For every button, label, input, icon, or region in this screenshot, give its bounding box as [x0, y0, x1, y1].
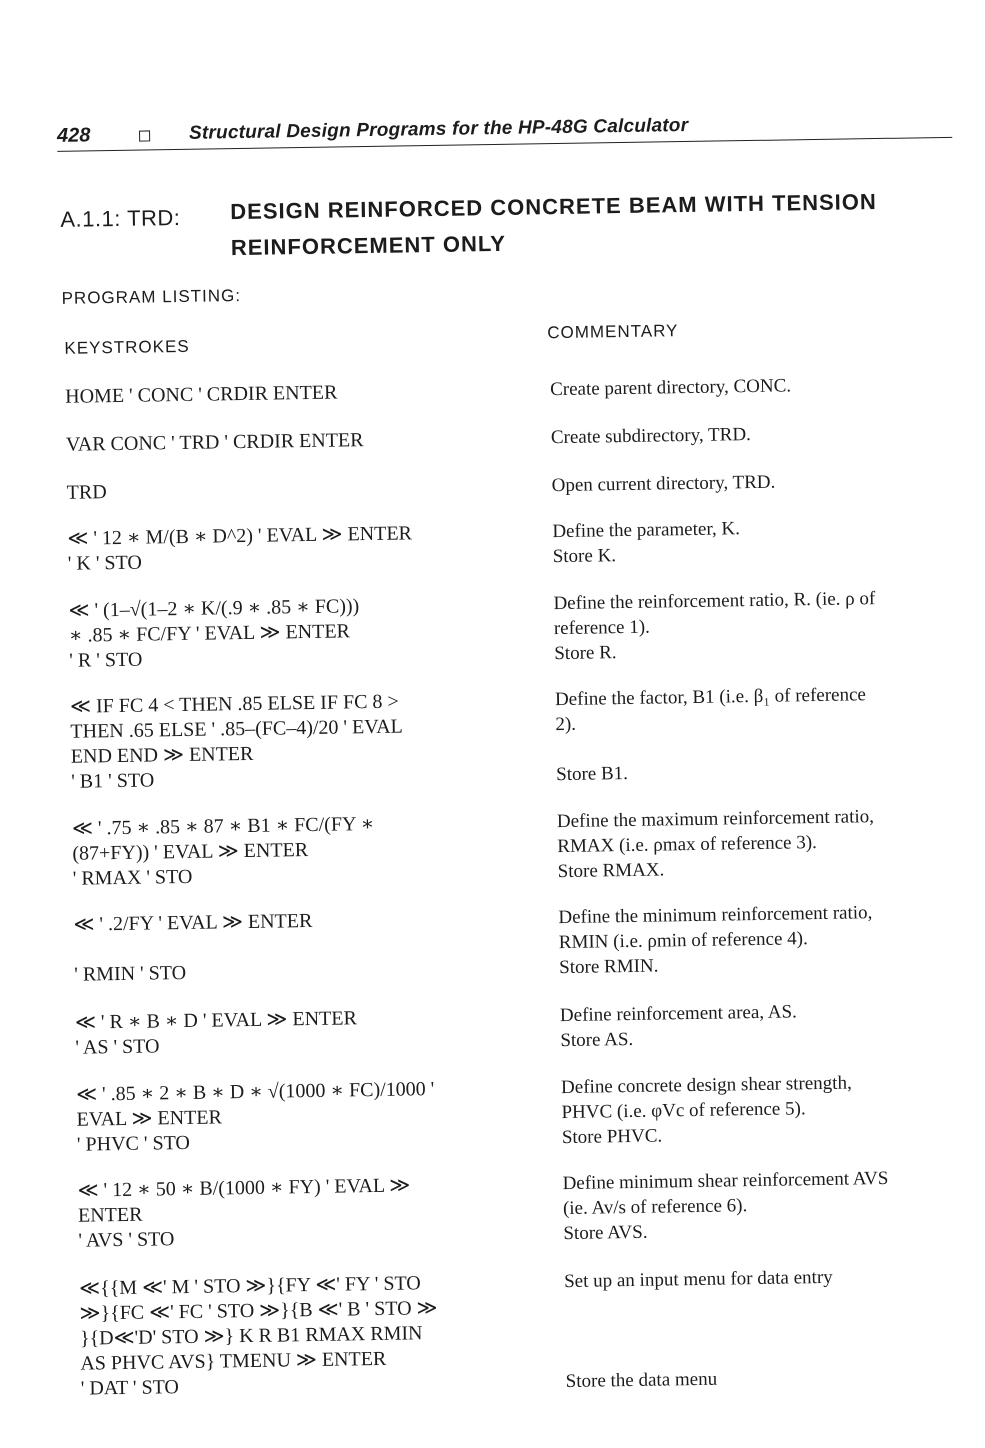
commentary-cell [551, 467, 966, 499]
keystroke-line: ≪ ' 12 ∗ 50 ∗ B/(1000 ∗ FY) ' EVAL ≫ [77, 1174, 411, 1202]
commentary-line: RMAX (i.e. ρmax of reference 3). [557, 832, 817, 858]
listing-row [9, 1262, 985, 1400]
keystroke-line: ' AVS ' STO [78, 1228, 175, 1252]
commentary-line: 2). [555, 713, 577, 736]
section-title-line: DESIGN REINFORCED CONCRETE BEAM WITH TENSION [230, 189, 877, 225]
commentary-line: (ie. Av/s of reference 6). [562, 1195, 748, 1220]
commentary-line: Store RMAX. [557, 859, 665, 883]
commentary-cell [550, 371, 965, 403]
commentary-line: Define reinforcement area, AS. [559, 1001, 797, 1027]
keystroke-line: ≪{{M ≪' M ' STO ≫}{FY ≪' FY ' STO [79, 1272, 421, 1300]
page-number: 428 [56, 124, 91, 147]
keystroke-line: (87+FY)) ' EVAL ≫ ENTER [72, 839, 309, 865]
commentary-cell [555, 681, 972, 788]
keystroke-line: ∗ .85 ∗ FC/FY ' EVAL ≫ ENTER [68, 620, 351, 647]
commentary-line: Store B1. [556, 763, 629, 786]
keystroke-line: ' DAT ' STO [80, 1376, 180, 1400]
commentary-cell [564, 1263, 981, 1395]
program-listing-label: PROGRAM LISTING: [61, 286, 242, 308]
keystroke-cell [77, 1172, 523, 1254]
listing-row [0, 512, 982, 575]
keystroke-line: ≪ ' .85 ∗ 2 ∗ B ∗ D ∗ √(1000 ∗ FC)/1000 ' [75, 1078, 435, 1106]
commentary-cell [553, 585, 969, 667]
listing-row [0, 584, 983, 672]
keystroke-line: ≪ IF FC 4 < THEN .85 ELSE IF FC 8 > [69, 690, 399, 718]
keystroke-line: ' R ' STO [69, 648, 143, 672]
keystroke-line: ENTER [77, 1203, 143, 1227]
commentary-line: Define concrete design shear strength, [560, 1072, 852, 1099]
listing-row [2, 802, 985, 890]
keystroke-line: ' RMIN ' STO [74, 961, 187, 986]
keystroke-line: ≪ ' .75 ∗ .85 ∗ 87 ∗ B1 ∗ FC/(FY ∗ [71, 812, 375, 840]
keystroke-cell [67, 520, 513, 577]
commentary-line: Define minimum shear reinforcement AVS [562, 1167, 889, 1195]
commentary-line: Store R. [554, 642, 617, 665]
keystroke-line: VAR CONC ' TRD ' CRDIR ENTER [65, 429, 364, 456]
keystrokes-header: KEYSTROKES [64, 336, 190, 358]
commentary-cell [557, 803, 973, 885]
keystroke-line: ' K ' STO [67, 551, 143, 575]
keystroke-line: ≪ ' .2/FY ' EVAL ≫ ENTER [73, 909, 313, 936]
keystroke-cell [66, 426, 511, 458]
keystroke-line: ≫}{FC ≪' FC ' STO ≫}{B ≪' B ' STO ≫ [79, 1297, 438, 1325]
keystroke-cell [73, 906, 519, 988]
commentary-line: Set up an input menu for data entry [563, 1266, 833, 1293]
commentary-line: Store PHVC. [561, 1125, 663, 1149]
commentary-line: Create parent directory, CONC. [549, 375, 792, 401]
commentary-header: COMMENTARY [547, 321, 679, 343]
commentary-cell [562, 1165, 978, 1247]
keystroke-cell [67, 474, 512, 506]
commentary-line: Define the minimum reinforcement ratio, [558, 902, 873, 929]
section-id: A.1.1: TRD: [60, 204, 181, 232]
commentary-line: Store AS. [560, 1028, 634, 1052]
commentary-line: Define the parameter, K. [552, 518, 741, 543]
commentary-line: Store the data menu [565, 1368, 718, 1393]
square-bullet-icon [139, 130, 150, 141]
commentary-line: Define the factor, B1 (i.e. β₁ of reference [554, 684, 867, 711]
keystroke-line: ' B1 ' STO [71, 769, 155, 793]
listing-row [0, 370, 980, 408]
keystroke-cell [70, 688, 517, 795]
keystroke-line: END END ≫ ENTER [70, 742, 254, 768]
running-header [57, 105, 952, 152]
commentary-cell [552, 513, 968, 570]
listing-row [0, 418, 981, 456]
listing-row [3, 898, 985, 986]
keystroke-cell [65, 378, 510, 410]
keystroke-line: THEN .65 ELSE ' .85–(FC–4)/20 ' EVAL [70, 715, 403, 743]
keystroke-line: }{D≪'D' STO ≫} K R B1 RMAX RMIN [79, 1322, 423, 1350]
keystroke-cell [75, 1004, 521, 1061]
keystroke-line: EVAL ≫ ENTER [76, 1106, 223, 1131]
listing-row [7, 1164, 985, 1252]
commentary-line: Store RMIN. [559, 955, 659, 979]
keystroke-cell [79, 1270, 526, 1402]
commentary-line: Store K. [552, 545, 617, 568]
commentary-line: reference 1). [553, 616, 651, 640]
section-title-line: REINFORCEMENT ONLY [230, 230, 507, 261]
section-title [230, 183, 961, 266]
commentary-line: PHVC (i.e. φVc of reference 5). [561, 1098, 806, 1124]
keystroke-line: ≪ ' 12 ∗ M/(B ∗ D^2) ' EVAL ≫ ENTER [67, 522, 413, 550]
commentary-line: Open current directory, TRD. [551, 471, 776, 497]
keystroke-line: ' RMAX ' STO [72, 865, 193, 890]
listing-row [5, 996, 985, 1059]
commentary-line: Define the reinforcement ratio, R. (ie. ρ of [553, 588, 876, 615]
keystroke-line: HOME ' CONC ' CRDIR ENTER [65, 381, 338, 408]
commentary-line: Create subdirectory, TRD. [550, 424, 752, 449]
listing-row [0, 466, 981, 504]
commentary-cell [560, 997, 976, 1054]
keystroke-line: ' AS ' STO [75, 1035, 160, 1059]
commentary-line: RMIN (i.e. ρmin of reference 4). [558, 928, 808, 954]
keystroke-line: TRD [66, 481, 107, 504]
listing-row [6, 1068, 985, 1156]
keystroke-line: ≪ ' R ∗ B ∗ D ' EVAL ≫ ENTER [74, 1007, 357, 1034]
keystroke-cell [76, 1076, 522, 1158]
keystroke-line: ' PHVC ' STO [76, 1131, 191, 1156]
keystroke-line: ≪ ' (1–√(1–2 ∗ K/(.9 ∗ .85 ∗ FC))) [68, 595, 360, 622]
commentary-cell [551, 419, 966, 451]
commentary-cell [558, 899, 974, 981]
keystroke-cell [68, 592, 514, 674]
listing-row [0, 680, 985, 793]
keystroke-line: AS PHVC AVS} TMENU ≫ ENTER [80, 1347, 387, 1375]
commentary-line: Define the maximum reinforcement ratio, [556, 806, 875, 833]
commentary-cell [561, 1069, 977, 1151]
running-title: Structural Design Programs for the HP-48G Calculator [188, 114, 689, 144]
keystroke-cell [72, 810, 518, 892]
commentary-line: Store AVS. [563, 1221, 648, 1245]
